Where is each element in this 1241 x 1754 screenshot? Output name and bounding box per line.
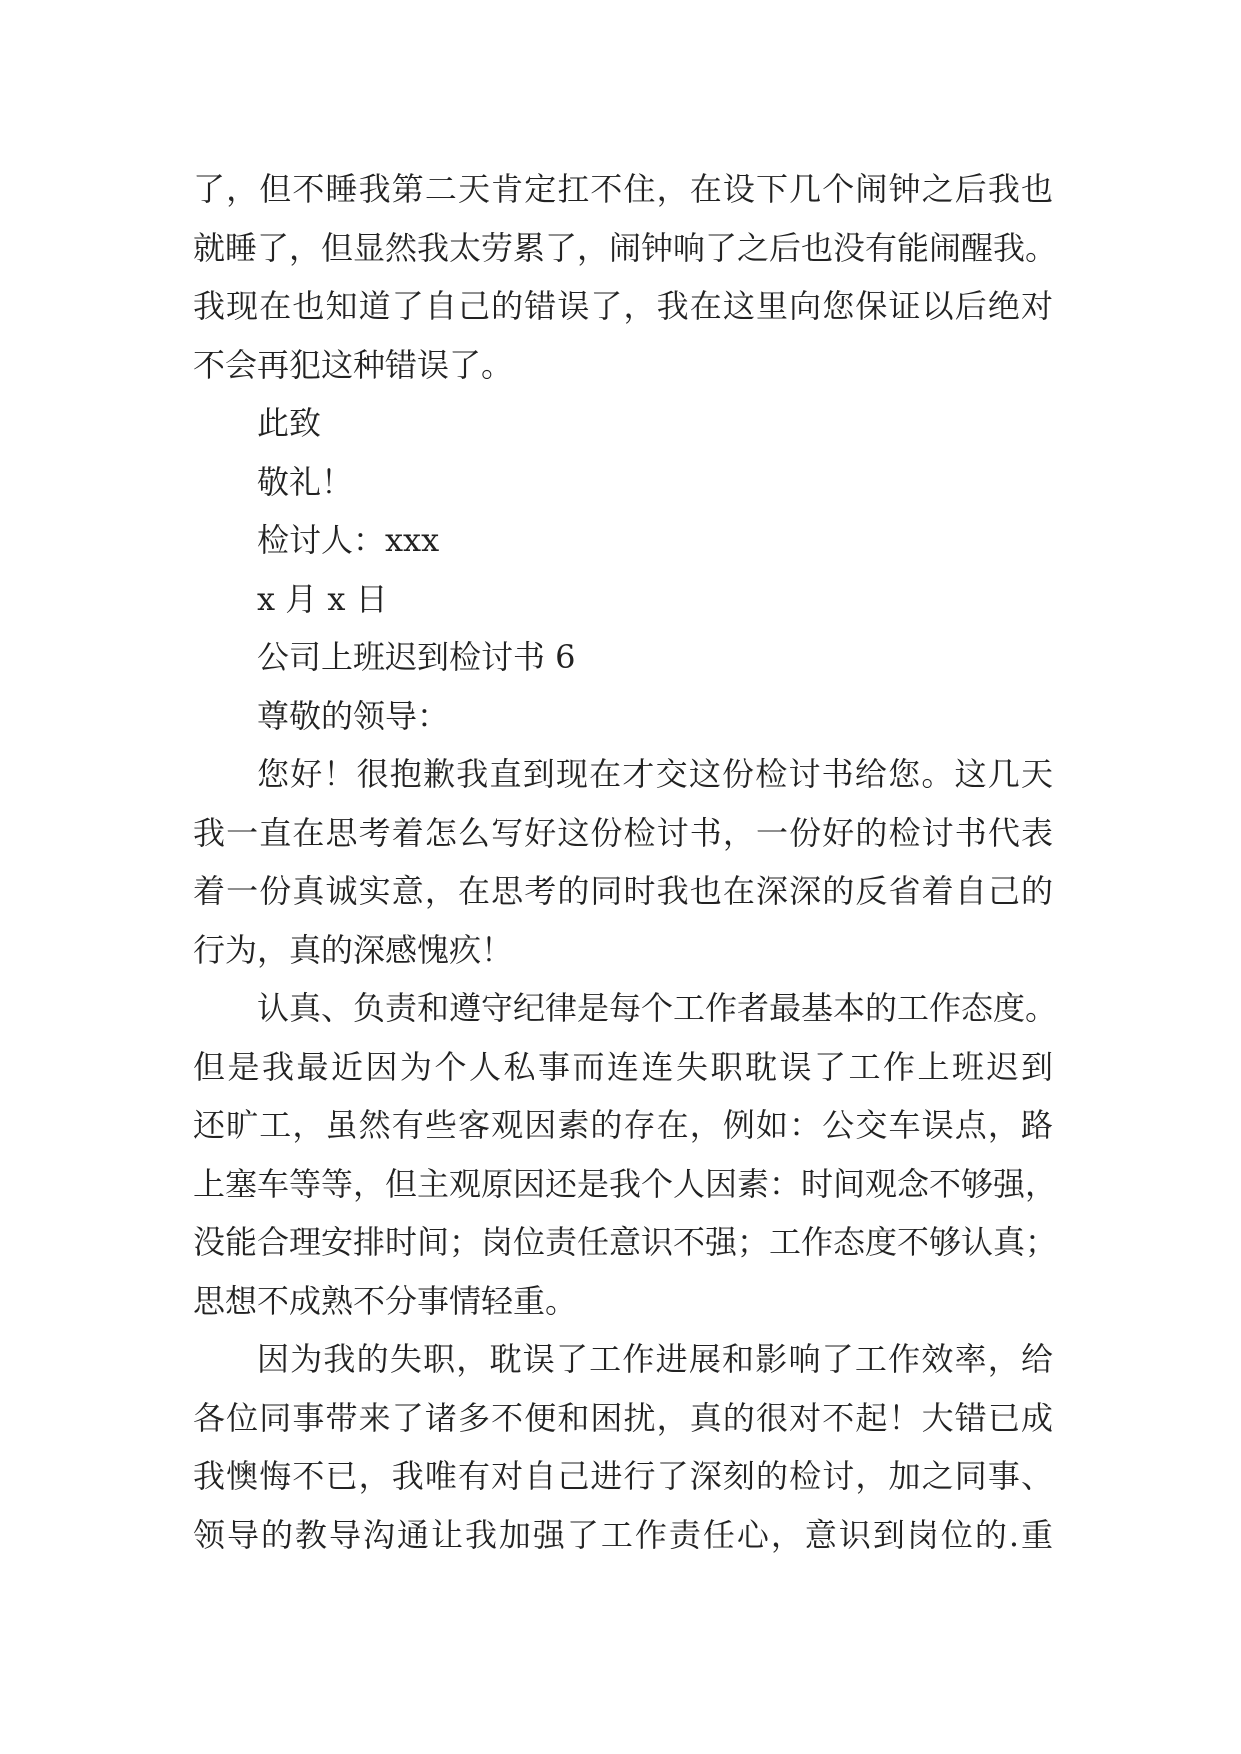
text-line: 我懊悔不已，我唯有对自己进行了深刻的检讨，加之同事、	[193, 1457, 1053, 1495]
text-line: 行为，真的深感愧疚！	[193, 930, 514, 969]
text-line: 认真、负责和遵守纪律是每个工作者最基本的工作态度。	[257, 989, 1058, 1027]
text-line: 还旷工，虽然有些客观因素的存在，例如：公交车误点，路	[193, 1106, 1053, 1144]
text-line: 因为我的失职，耽误了工作进展和影响了工作效率，给	[257, 1340, 1053, 1378]
closing-regards: 敬礼！	[257, 462, 354, 501]
signature-date: x 月 x 日	[257, 579, 388, 618]
section-title: 公司上班迟到检讨书 6	[257, 638, 576, 676]
text-line: 但是我最近因为个人私事而连连失职耽误了工作上班迟到	[193, 1047, 1053, 1086]
document-body	[193, 160, 1058, 1564]
text-line: 就睡了，但显然我太劳累了，闹钟响了之后也没有能闹醒我。	[193, 228, 1058, 267]
text-line: 我现在也知道了自己的错误了，我在这里向您保证以后绝对	[193, 287, 1053, 325]
text-line: 上塞车等等，但主观原因还是我个人因素：时间观念不够强，	[193, 1164, 1058, 1203]
text-line: 我一直在思考着怎么写好这份检讨书，一份好的检讨书代表	[193, 813, 1053, 852]
text-line: 思想不成熟不分事情轻重。	[193, 1281, 578, 1320]
closing-salutation: 此致	[257, 404, 322, 442]
text-line: 着一份真诚实意，在思考的同时我也在深深的反省着自己的	[193, 872, 1053, 910]
text-line: 不会再犯这种错误了。	[193, 345, 514, 384]
text-line: 没能合理安排时间；岗位责任意识不强；工作态度不够认真；	[193, 1223, 1058, 1261]
text-line: 领导的教导沟通让我加强了工作责任心，意识到岗位的.重	[193, 1515, 1053, 1554]
letter-greeting: 尊敬的领导：	[257, 696, 450, 735]
text-line: 您好！很抱歉我直到现在才交这份检讨书给您。这几天	[257, 755, 1053, 793]
text-line: 各位同事带来了诸多不便和困扰，真的很对不起！大错已成	[193, 1398, 1053, 1437]
text-line: 了，但不睡我第二天肯定扛不住，在设下几个闹钟之后我也	[193, 170, 1053, 208]
signature-name: 检讨人：xxx	[257, 521, 440, 559]
